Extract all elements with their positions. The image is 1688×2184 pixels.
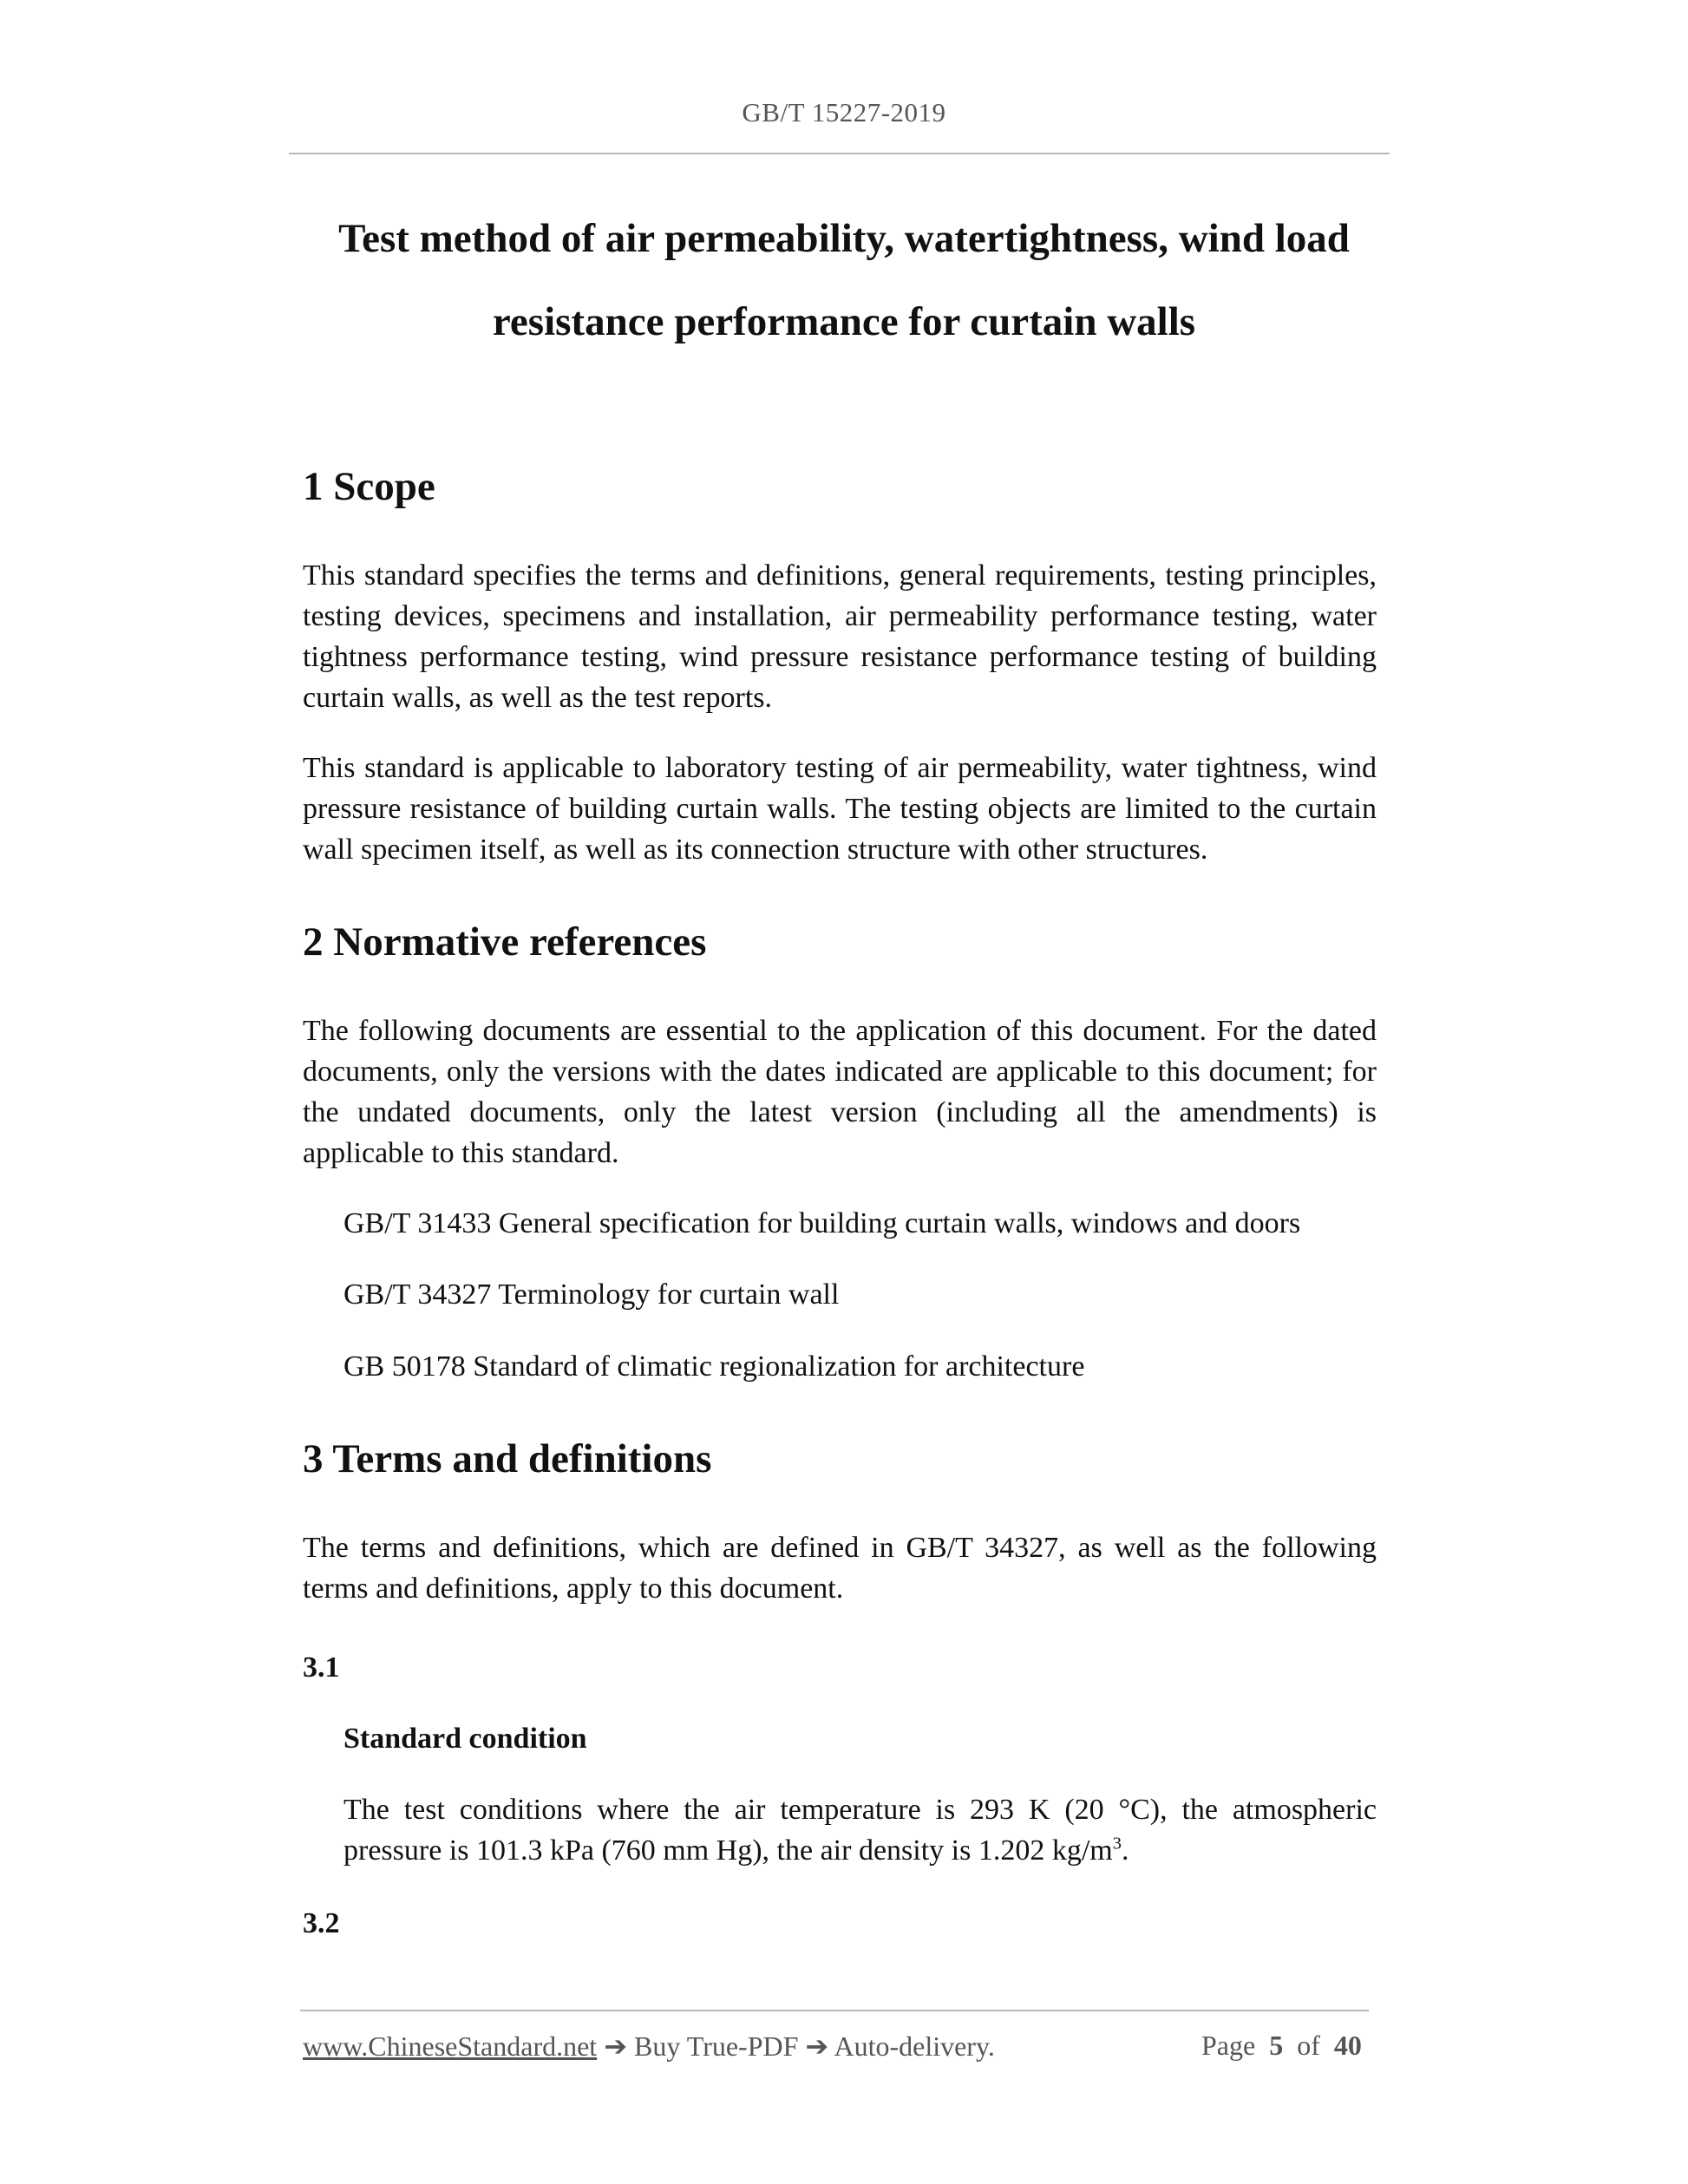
footer-promo (303, 2030, 995, 2063)
arrow-right-icon: ➔ (604, 2030, 627, 2062)
normative-paragraph: The following documents are essential to the application of this document. For the dated documents, only the versions with the dates indicated are applicable to this document; for the undated documents, only the latest version (including all the amendments) is applicable to this standard. (303, 1015, 1377, 1169)
clause-number: 3.2 (303, 1907, 340, 1939)
section-heading-terms-and-definitions: 3 Terms and definitions (303, 1436, 712, 1481)
section-heading-normative-references: 2 Normative references (303, 919, 707, 964)
term-definition-end: . (1121, 1834, 1129, 1867)
page-total: 40 (1333, 2030, 1362, 2061)
scope-paragraph-2: This standard is applicable to laboratory testing of air permeability, water tightness, wind pressure resistance of building curtain walls. The testing objects are limited to the curtain wall specimen itself, as well as its connection structure with other structures. (303, 752, 1377, 866)
reference-item: GB 50178 Standard of climatic regionalization for architecture (343, 1350, 1085, 1383)
term-definition (343, 1789, 1377, 1871)
term-title: Standard condition (343, 1723, 587, 1755)
title-line-1: Test method of air permeability, watertightness, wind load (338, 216, 1350, 261)
page-label: Page (1201, 2030, 1256, 2061)
buy-true-pdf-text: Buy True-PDF (634, 2030, 799, 2062)
superscript: 3 (1112, 1834, 1122, 1854)
header-divider (289, 153, 1390, 154)
scope-paragraph-1: This standard specifies the terms and definitions, general requirements, testing principles, testing devices, specimens and installation, air permeability performance testing, water tightness performance testing, wind pressure resistance performance testing of building curtain walls, as well as the test reports. (303, 559, 1377, 714)
section-heading-scope: 1 Scope (303, 464, 435, 509)
document-title (278, 197, 1410, 363)
page-number: 5 (1269, 2030, 1284, 2061)
header-doc-id: GB/T 15227-2019 (742, 97, 946, 128)
term-definition-text: The test conditions where the air temperature is 293 K (20 °C), the atmospheric pressure is 101.3 kPa (760 mm Hg), the air density is 1.202 kg/m (343, 1794, 1377, 1867)
terms-paragraph: The terms and definitions, which are defined in GB/T 34327, as well as the following terms and definitions, apply to this document. (303, 1532, 1377, 1605)
clause-number: 3.1 (303, 1651, 340, 1684)
reference-item: GB/T 31433 General specification for building curtain walls, windows and doors (343, 1207, 1301, 1239)
website-link[interactable]: www.ChineseStandard.net (303, 2030, 598, 2062)
page-indicator (1201, 2030, 1362, 2062)
arrow-right-icon: ➔ (805, 2030, 829, 2062)
footer-divider (300, 2010, 1369, 2011)
title-line-2: resistance performance for curtain walls (492, 299, 1196, 344)
auto-delivery-text: Auto-delivery. (834, 2030, 995, 2062)
of-label: of (1297, 2030, 1320, 2061)
reference-item: GB/T 34327 Terminology for curtain wall (343, 1278, 840, 1311)
